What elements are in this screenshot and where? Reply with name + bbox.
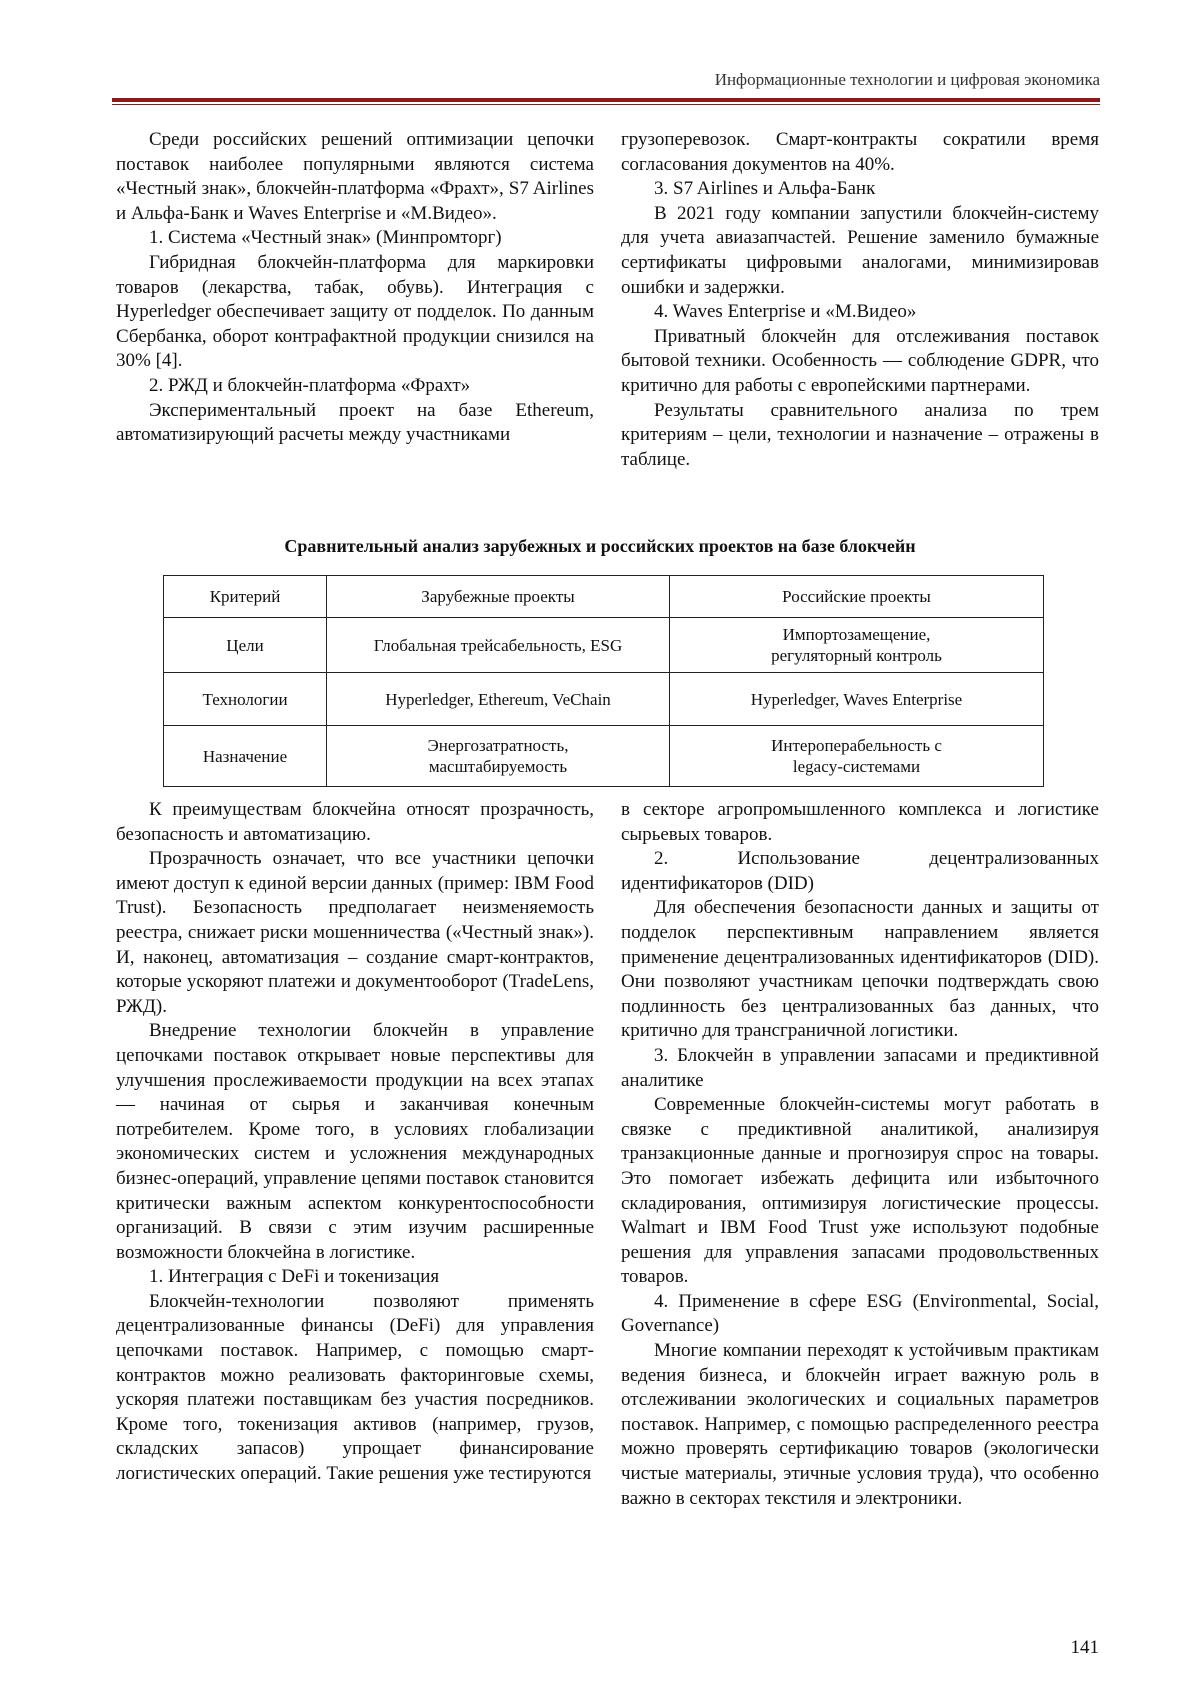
paragraph: Экспериментальный проект на базе Ethereum, автоматизирующий расчеты между участниками xyxy=(116,399,594,446)
running-header: Информационные технологии и цифровая экономика xyxy=(714,70,1100,89)
table-header-cell: Критерий xyxy=(164,576,327,618)
table-cell: Интероперабельность с legacy-системами xyxy=(670,726,1044,787)
paragraph: Внедрение технологии блокчейн в управление цепочками поставок открывает новые перспективы для улучшения прослеживаемости продукции на всех этапах — начиная от сырья и заканчивая конечным потребителем. Кроме того, в условиях глобализации экономических систем и усложнения международных бизнес-операций, управление цепями поставок становится критически важным аспектом конкурентоспособности организаций. В связи с этим изучим расширенные возможности блокчейна в логистике. xyxy=(116,1020,594,1263)
table-cell: Hyperledger, Waves Enterprise xyxy=(670,673,1044,726)
header-rule-thick xyxy=(112,98,1100,102)
paragraph: К преимуществам блокчейна относят прозрачность, безопасность и автоматизацию. xyxy=(116,799,594,845)
paragraph: Многие компании переходят к устойчивым практикам ведения бизнеса, и блокчейн играет важную роль в отслеживании экологических и социальных параметров поставок. Например, с помощью распределенного реестра можно проверять сертификацию товаров (экологически чистые материалы, этичные условия труда), что особенно важно в секторах текстиля и электроники. xyxy=(621,1340,1099,1509)
right-column-bottom xyxy=(621,798,1099,1511)
paragraph: Гибридная блокчейн-платформа для маркировки товаров (лекарства, табак, обувь). Интеграция с Hyperledger обеспечивает защиту от подделок. По данным Сбербанка, оборот контрафактной продукции снизился на 30% [4]. xyxy=(116,251,594,372)
table-cell: Hyperledger, Ethereum, VeChain xyxy=(327,673,670,726)
paragraph: Среди российских решений оптимизации цепочки поставок наиболее популярными являются система «Честный знак», блокчейн-платформа «Фрахт», S7 Airlines и Альфа-Банк и Waves Enterprise и «М.Видео». xyxy=(116,129,594,224)
paragraph: Блокчейн-технологии позволяют применять децентрализованные финансы (DeFi) для управления цепочками поставок. Например, с помощью смарт-контрактов можно реализовать факторинговые схемы, ускоряя платежи поставщикам без участия посредников. Кроме того, токенизация активов (например, грузов, складских запасов) упрощает финансирование логистических операций. Такие решения уже тестируются xyxy=(116,1290,594,1485)
table-header-row xyxy=(164,576,1044,618)
paragraph: Современные блокчейн-системы могут работать в связке с предиктивной аналитикой, анализируя транзакционные данные и прогнозируя спрос на товары. Это помогает избежать дефицита или избыточного складирования, оптимизируя логистические процессы. Walmart и IBM Food Trust уже используют подобные решения для управления запасами продовольственных товаров. xyxy=(621,1094,1099,1288)
table-cell: Цели xyxy=(164,618,327,673)
table-cell: Глобальная трейсабельность, ESG xyxy=(327,618,670,673)
page-number: 141 xyxy=(1070,1637,1099,1658)
left-column-top xyxy=(116,128,594,448)
paragraph: 2. Использование децентрализованных идентификаторов (DID) xyxy=(621,848,1099,894)
table-header-cell: Зарубежные проекты xyxy=(327,576,670,618)
paragraph: грузоперевозок. Смарт-контракты сократили время согласования документов на 40%. xyxy=(621,129,1099,175)
table-row xyxy=(164,618,1044,673)
table-row xyxy=(164,673,1044,726)
table-header-cell: Российские проекты xyxy=(670,576,1044,618)
paragraph: 4. Применение в сфере ESG (Environmental, Social, Governance) xyxy=(621,1290,1099,1337)
paragraph: 2. РЖД и блокчейн-платформа «Фрахт» xyxy=(149,374,471,396)
table-title: Сравнительный анализ зарубежных и российских проектов на базе блокчейн xyxy=(284,536,916,556)
paragraph: В 2021 году компании запустили блокчейн-систему для учета авиазапчастей. Решение заменило бумажные сертификаты цифровыми аналогами, минимизировав ошибки и задержки. xyxy=(621,202,1099,298)
table-row xyxy=(164,726,1044,787)
paragraph: Прозрачность означает, что все участники цепочки имеют доступ к единой версии данных (пример: IBM Food Trust). Безопасность предполагает неизменяемость реестра, снижает риски мошенничества («Честный знак»). И, наконец, автоматизация – создание смарт-контрактов, которые ускоряют платежи и документооборот (TradeLens, РЖД). xyxy=(116,848,594,1017)
comparison-table xyxy=(163,575,1044,787)
table-cell: Энергозатратность, масштабируемость xyxy=(327,726,670,787)
paragraph: Для обеспечения безопасности данных и защиты от подделок перспективным направлением является применение децентрализованных идентификаторов (DID). Они позволяют участникам цепочки подтверждать свою подлинность без централизованных баз данных, что критично для трансграничной логистики. xyxy=(621,897,1099,1042)
paragraph: 1. Интеграция с DeFi и токенизация xyxy=(149,1266,440,1288)
table-cell: Технологии xyxy=(164,673,327,726)
table-cell: Импортозамещение, регуляторный контроль xyxy=(670,618,1044,673)
paragraph: 3. S7 Airlines и Альфа-Банк xyxy=(654,178,876,200)
paragraph: 4. Waves Enterprise и «М.Видео» xyxy=(654,301,917,323)
paragraph: Приватный блокчейн для отслеживания поставок бытовой техники. Особенность — соблюдение GDPR, что критично для работы с европейскими партнерами. xyxy=(621,325,1099,396)
paragraph: в секторе агропромышленного комплекса и логистике сырьевых товаров. xyxy=(621,799,1099,845)
paragraph: 3. Блокчейн в управлении запасами и предиктивной аналитике xyxy=(621,1044,1099,1091)
right-column-top xyxy=(621,128,1099,472)
table-cell: Назначение xyxy=(164,726,327,787)
paragraph: Результаты сравнительного анализа по трем критериям – цели, технологии и назначение – отражены в таблице. xyxy=(621,399,1099,470)
header-rule-thin xyxy=(112,104,1100,105)
paragraph: 1. Система «Честный знак» (Минпромторг) xyxy=(149,227,502,249)
left-column-bottom xyxy=(116,798,594,1487)
